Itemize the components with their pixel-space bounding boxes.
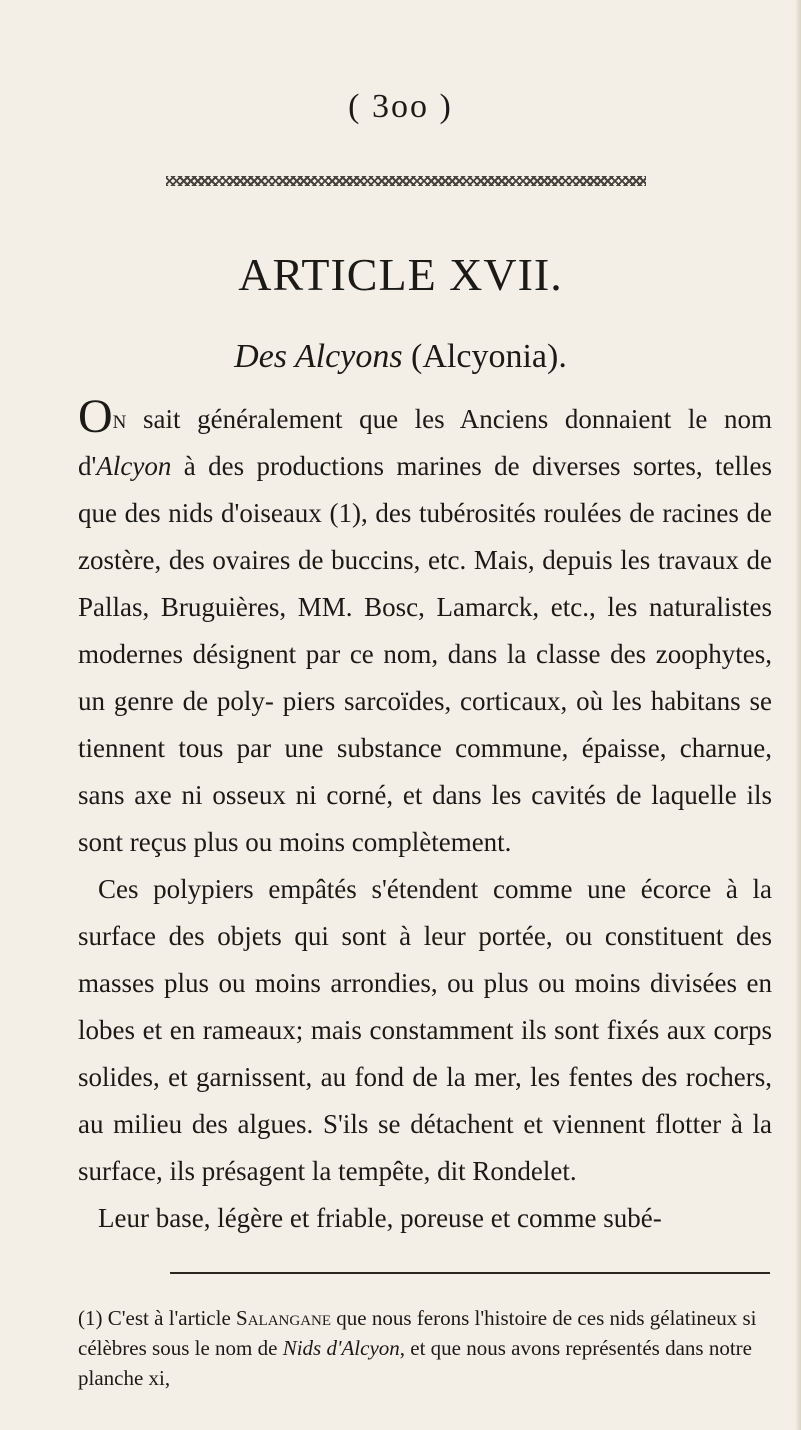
footnote	[78, 1303, 772, 1393]
paragraph-1	[78, 390, 772, 866]
page-edge-shadow	[795, 0, 801, 1430]
decorative-ornament-rule	[166, 176, 646, 186]
drop-cap: O	[78, 390, 113, 443]
body-text	[78, 390, 772, 1242]
paragraph-3: Leur base, légère et friable, poreuse et comme subé-	[98, 1203, 662, 1233]
paragraph-2: Ces polypiers empâtés s'étendent comme une écorce à la surface des objets qui sont à leur portée, ou constituent des masses plus ou moins arrondies, ou plus ou moins divisées en lobes et en rameaux; mais constamment ils sont fixés aux corps solides, et garnissent, au fond de la mer, les fentes des rochers, au milieu des algues. S'ils se détachent et viennent flotter à la surface, ils présagent la tempête, dit Rondelet.	[78, 874, 772, 1186]
paragraph-1-text-b: à des productions marines de diverses sortes, telles que des nids d'oiseaux (1), des tubérosités roulées de racines de zostère, des ovaires de buccins, etc. Mais, depuis les travaux de Pallas, Bruguières, MM. Bosc, Lamarck, etc., les naturalistes modernes désignent par ce nom, dans la classe des zoophytes, un genre de poly- piers sarcoïdes, corticaux, où les habitans se tiennent tous par une substance commune, épaisse, charnue, sans axe ni osseux ni corné, et dans les cavités de laquelle ils sont reçus plus ou moins complètement.	[78, 451, 772, 857]
footnote-text-c: , et que nous avons représentés dans notre planche xi,	[78, 1336, 752, 1390]
article-title: ARTICLE XVII.	[238, 249, 563, 300]
subtitle-roman: (Alcyonia).	[402, 338, 567, 375]
footnote-separator-rule	[170, 1272, 770, 1274]
footnote-smallcaps: Salangane	[236, 1306, 332, 1330]
article-subtitle	[0, 338, 801, 376]
first-word-smallcaps: n	[112, 404, 127, 434]
subtitle-italic: Des Alcyons	[234, 338, 403, 375]
paragraph-1-italic: Alcyon	[96, 451, 172, 481]
footnote-italic: Nids d'Alcyon	[282, 1336, 400, 1360]
page-number: ( 3oo )	[348, 88, 453, 125]
footnote-text-a: C'est à l'article	[102, 1306, 237, 1330]
paragraph-1-text-a: sait généralement que les Anciens donnaient le nom d'	[78, 404, 772, 481]
footnote-paragraph	[78, 1303, 772, 1393]
footnote-marker: (1)	[78, 1306, 103, 1330]
footnote-text-b: que nous ferons l'histoire de ces nids gélatineux si célèbres sous le nom de	[78, 1306, 757, 1360]
